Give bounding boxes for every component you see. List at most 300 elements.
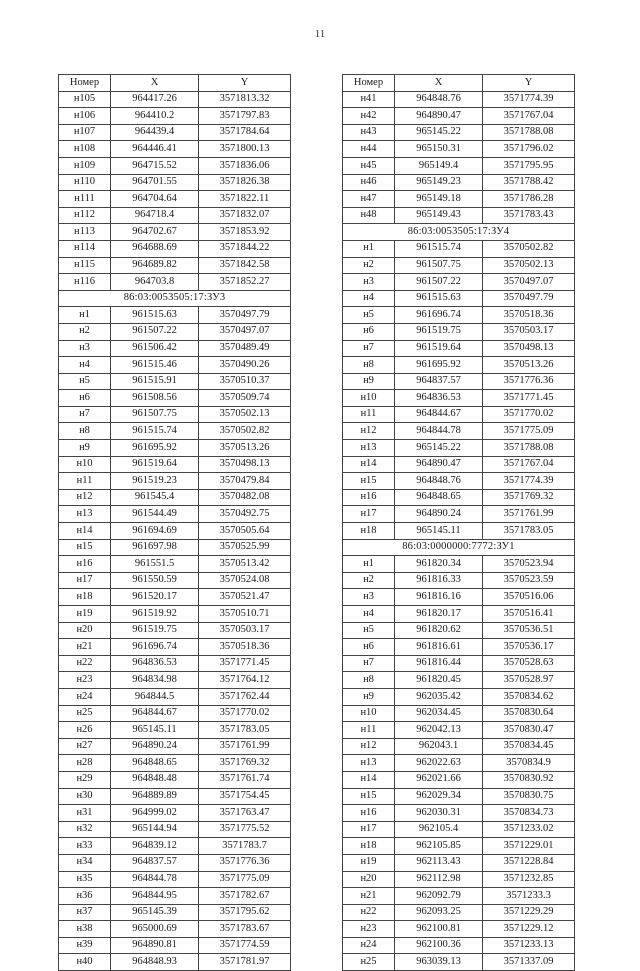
table-row — [59, 406, 291, 423]
x-coordinate: 965145.22 — [395, 440, 483, 457]
point-number: н5 — [343, 307, 395, 324]
table-row — [59, 722, 291, 739]
coordinates-table-right — [342, 74, 575, 971]
y-coordinate: 3570525.99 — [199, 539, 291, 556]
x-coordinate: 964715.52 — [111, 157, 199, 174]
point-number: н8 — [343, 357, 395, 374]
point-number: н112 — [59, 207, 111, 224]
table-row — [59, 672, 291, 689]
x-coordinate: 961816.33 — [395, 572, 483, 589]
table-row — [343, 954, 575, 971]
point-number: н47 — [343, 191, 395, 208]
x-coordinate: 961508.56 — [111, 390, 199, 407]
x-coordinate: 964890.81 — [111, 937, 199, 954]
table-row — [59, 805, 291, 822]
x-coordinate: 961694.69 — [111, 523, 199, 540]
y-coordinate: 3570502.13 — [199, 406, 291, 423]
point-number: н17 — [59, 572, 111, 589]
point-number: н106 — [59, 108, 111, 125]
y-coordinate: 3571788.42 — [483, 174, 575, 191]
x-coordinate: 964837.57 — [111, 854, 199, 871]
y-coordinate: 3571781.97 — [199, 954, 291, 971]
y-coordinate: 3570834.73 — [483, 805, 575, 822]
table-row — [59, 954, 291, 971]
y-coordinate: 3571771.45 — [483, 390, 575, 407]
table-row — [343, 207, 575, 224]
y-coordinate: 3570518.36 — [199, 639, 291, 656]
table-row — [343, 141, 575, 158]
point-number: н25 — [343, 954, 395, 971]
y-coordinate: 3571786.28 — [483, 191, 575, 208]
table-row — [59, 191, 291, 208]
table-row — [343, 274, 575, 291]
point-number: н48 — [343, 207, 395, 224]
x-coordinate: 965145.39 — [111, 904, 199, 921]
point-number: н6 — [59, 390, 111, 407]
table-row — [59, 771, 291, 788]
y-coordinate: 3571853.92 — [199, 224, 291, 241]
x-coordinate: 961515.46 — [111, 357, 199, 374]
y-coordinate: 3571826.38 — [199, 174, 291, 191]
y-coordinate: 3571800.13 — [199, 141, 291, 158]
column-header-number: Номер — [343, 75, 395, 92]
y-coordinate: 3570834.45 — [483, 738, 575, 755]
x-coordinate: 961515.63 — [395, 290, 483, 307]
table-row — [59, 655, 291, 672]
point-number: н17 — [343, 821, 395, 838]
y-coordinate: 3571761.74 — [199, 771, 291, 788]
point-number: н9 — [343, 688, 395, 705]
y-coordinate: 3571769.32 — [199, 755, 291, 772]
y-coordinate: 3571795.62 — [199, 904, 291, 921]
y-coordinate: 3571797.83 — [199, 108, 291, 125]
table-row — [59, 871, 291, 888]
table-row — [343, 688, 575, 705]
y-coordinate: 3570834.62 — [483, 688, 575, 705]
table-row — [343, 157, 575, 174]
y-coordinate: 3571776.36 — [199, 854, 291, 871]
x-coordinate: 964844.78 — [111, 871, 199, 888]
point-number: н10 — [343, 390, 395, 407]
point-number: н9 — [59, 440, 111, 457]
header-row — [59, 75, 291, 92]
point-number: н35 — [59, 871, 111, 888]
point-number: н7 — [59, 406, 111, 423]
y-coordinate: 3570834.9 — [483, 755, 575, 772]
y-coordinate: 3570513.42 — [199, 556, 291, 573]
x-coordinate: 964718.4 — [111, 207, 199, 224]
x-coordinate: 965145.22 — [395, 124, 483, 141]
x-coordinate: 961507.75 — [111, 406, 199, 423]
y-coordinate: 3571767.04 — [483, 456, 575, 473]
table-row — [59, 589, 291, 606]
y-coordinate: 3571233.02 — [483, 821, 575, 838]
x-coordinate: 961515.74 — [111, 423, 199, 440]
point-number: н21 — [59, 639, 111, 656]
x-coordinate: 961507.75 — [395, 257, 483, 274]
point-number: н37 — [59, 904, 111, 921]
x-coordinate: 965149.4 — [395, 157, 483, 174]
x-coordinate: 961507.22 — [395, 274, 483, 291]
y-coordinate: 3570502.82 — [483, 240, 575, 257]
x-coordinate: 962093.25 — [395, 904, 483, 921]
y-coordinate: 3571754.45 — [199, 788, 291, 805]
y-coordinate: 3571788.08 — [483, 440, 575, 457]
point-number: н5 — [59, 373, 111, 390]
point-number: н19 — [59, 606, 111, 623]
y-coordinate: 3571832.07 — [199, 207, 291, 224]
table-row — [59, 224, 291, 241]
x-coordinate: 964844.78 — [395, 423, 483, 440]
point-number: н23 — [59, 672, 111, 689]
point-number: н31 — [59, 805, 111, 822]
y-coordinate: 3571763.47 — [199, 805, 291, 822]
x-coordinate: 962021.66 — [395, 771, 483, 788]
point-number: н36 — [59, 888, 111, 905]
y-coordinate: 3571836.06 — [199, 157, 291, 174]
table-row — [59, 639, 291, 656]
x-coordinate: 965150.31 — [395, 141, 483, 158]
table-row — [59, 937, 291, 954]
table-row — [59, 921, 291, 938]
point-number: н24 — [343, 937, 395, 954]
section-title: 86:03:0053505:17:ЗУ4 — [343, 224, 575, 241]
y-coordinate: 3571770.02 — [199, 705, 291, 722]
y-coordinate: 3571769.32 — [483, 489, 575, 506]
y-coordinate: 3571767.04 — [483, 108, 575, 125]
point-number: н2 — [343, 257, 395, 274]
y-coordinate: 3570510.71 — [199, 606, 291, 623]
y-coordinate: 3571813.32 — [199, 91, 291, 108]
point-number: н114 — [59, 240, 111, 257]
y-coordinate: 3571844.22 — [199, 240, 291, 257]
table-row — [343, 639, 575, 656]
y-coordinate: 3570510.37 — [199, 373, 291, 390]
x-coordinate: 961820.62 — [395, 622, 483, 639]
table-row — [343, 805, 575, 822]
table-row — [59, 572, 291, 589]
x-coordinate: 964834.98 — [111, 672, 199, 689]
x-coordinate: 961519.75 — [395, 323, 483, 340]
point-number: н24 — [59, 688, 111, 705]
x-coordinate: 964848.65 — [395, 489, 483, 506]
x-coordinate: 961519.75 — [111, 622, 199, 639]
point-number: н10 — [343, 705, 395, 722]
point-number: н15 — [59, 539, 111, 556]
y-coordinate: 3571783.67 — [199, 921, 291, 938]
point-number: н39 — [59, 937, 111, 954]
table-row — [343, 838, 575, 855]
x-coordinate: 964836.53 — [395, 390, 483, 407]
x-coordinate: 962092.79 — [395, 888, 483, 905]
point-number: н14 — [59, 523, 111, 540]
x-coordinate: 964844.67 — [111, 705, 199, 722]
y-coordinate: 3570505.64 — [199, 523, 291, 540]
point-number: н15 — [343, 788, 395, 805]
x-coordinate: 961515.63 — [111, 307, 199, 324]
point-number: н11 — [343, 406, 395, 423]
x-coordinate: 961816.16 — [395, 589, 483, 606]
column-header-x: X — [111, 75, 199, 92]
y-coordinate: 3571783.05 — [199, 722, 291, 739]
point-number: н27 — [59, 738, 111, 755]
point-number: н18 — [59, 589, 111, 606]
table-row — [343, 622, 575, 639]
table-row — [343, 124, 575, 141]
table-row — [59, 854, 291, 871]
y-coordinate: 3571795.95 — [483, 157, 575, 174]
y-coordinate: 3570502.82 — [199, 423, 291, 440]
table-row — [59, 390, 291, 407]
table-row — [59, 340, 291, 357]
point-number: н12 — [343, 738, 395, 755]
x-coordinate: 961544.49 — [111, 506, 199, 523]
table-row — [343, 108, 575, 125]
x-coordinate: 965145.11 — [111, 722, 199, 739]
x-coordinate: 962022.63 — [395, 755, 483, 772]
y-coordinate: 3570497.07 — [483, 274, 575, 291]
x-coordinate: 962043.1 — [395, 738, 483, 755]
table-row — [59, 606, 291, 623]
y-coordinate: 3570479.84 — [199, 473, 291, 490]
table-row — [59, 423, 291, 440]
y-coordinate: 3571783.43 — [483, 207, 575, 224]
table-row — [59, 788, 291, 805]
point-number: н13 — [343, 755, 395, 772]
table-row — [59, 207, 291, 224]
x-coordinate: 961520.17 — [111, 589, 199, 606]
x-coordinate: 964848.48 — [111, 771, 199, 788]
y-coordinate: 3571337.09 — [483, 954, 575, 971]
y-coordinate: 3571233.13 — [483, 937, 575, 954]
y-coordinate: 3571775.09 — [199, 871, 291, 888]
point-number: н46 — [343, 174, 395, 191]
section-title: 86:03:0053505:17:ЗУ3 — [59, 290, 291, 307]
point-number: н6 — [343, 639, 395, 656]
y-coordinate: 3571761.99 — [199, 738, 291, 755]
x-coordinate: 965149.43 — [395, 207, 483, 224]
point-number: н18 — [343, 523, 395, 540]
table-row — [343, 606, 575, 623]
point-number: н8 — [59, 423, 111, 440]
y-coordinate: 3570509.74 — [199, 390, 291, 407]
point-number: н14 — [343, 771, 395, 788]
x-coordinate: 961515.74 — [395, 240, 483, 257]
point-number: н109 — [59, 157, 111, 174]
point-number: н20 — [59, 622, 111, 639]
point-number: н22 — [343, 904, 395, 921]
x-coordinate: 961820.34 — [395, 556, 483, 573]
x-coordinate: 965145.11 — [395, 523, 483, 540]
y-coordinate: 3571764.12 — [199, 672, 291, 689]
x-coordinate: 964890.47 — [395, 456, 483, 473]
x-coordinate: 964689.82 — [111, 257, 199, 274]
table-row — [343, 323, 575, 340]
x-coordinate: 964703.8 — [111, 274, 199, 291]
table-row — [343, 357, 575, 374]
y-coordinate: 3570518.36 — [483, 307, 575, 324]
x-coordinate: 962100.36 — [395, 937, 483, 954]
point-number: н5 — [343, 622, 395, 639]
y-coordinate: 3570830.92 — [483, 771, 575, 788]
y-coordinate: 3570516.06 — [483, 589, 575, 606]
x-coordinate: 961519.64 — [395, 340, 483, 357]
y-coordinate: 3571774.39 — [483, 473, 575, 490]
table-row — [343, 755, 575, 772]
table-row — [59, 108, 291, 125]
point-number: н13 — [343, 440, 395, 457]
y-coordinate: 3570502.13 — [483, 257, 575, 274]
table-row — [343, 290, 575, 307]
column-header-y: Y — [483, 75, 575, 92]
table-row — [59, 506, 291, 523]
table-row — [343, 705, 575, 722]
x-coordinate: 964704.64 — [111, 191, 199, 208]
table-row — [59, 141, 291, 158]
table-row — [59, 738, 291, 755]
table-row — [343, 340, 575, 357]
point-number: н25 — [59, 705, 111, 722]
table-row — [59, 157, 291, 174]
x-coordinate: 964844.5 — [111, 688, 199, 705]
point-number: н1 — [343, 556, 395, 573]
y-coordinate: 3571229.29 — [483, 904, 575, 921]
x-coordinate: 961506.42 — [111, 340, 199, 357]
x-coordinate: 962035.42 — [395, 688, 483, 705]
table-row — [343, 589, 575, 606]
table-row — [59, 257, 291, 274]
x-coordinate: 961507.22 — [111, 323, 199, 340]
table-row — [59, 240, 291, 257]
x-coordinate: 961551.5 — [111, 556, 199, 573]
table-row — [343, 307, 575, 324]
point-number: н34 — [59, 854, 111, 871]
section-row — [343, 224, 575, 241]
point-number: н1 — [59, 307, 111, 324]
point-number: н9 — [343, 373, 395, 390]
x-coordinate: 964890.24 — [111, 738, 199, 755]
y-coordinate: 3570830.64 — [483, 705, 575, 722]
y-coordinate: 3570498.13 — [199, 456, 291, 473]
x-coordinate: 964439.4 — [111, 124, 199, 141]
table-row — [343, 888, 575, 905]
x-coordinate: 962030.31 — [395, 805, 483, 822]
table-row — [59, 556, 291, 573]
table-row — [59, 523, 291, 540]
y-coordinate: 3571788.08 — [483, 124, 575, 141]
x-coordinate: 962112.98 — [395, 871, 483, 888]
point-number: н30 — [59, 788, 111, 805]
y-coordinate: 3570503.17 — [483, 323, 575, 340]
point-number: н2 — [343, 572, 395, 589]
table-row — [343, 257, 575, 274]
y-coordinate: 3570497.07 — [199, 323, 291, 340]
table-row — [59, 456, 291, 473]
y-coordinate: 3570536.51 — [483, 622, 575, 639]
table-row — [343, 655, 575, 672]
x-coordinate: 961519.92 — [111, 606, 199, 623]
y-coordinate: 3570497.79 — [483, 290, 575, 307]
point-number: н44 — [343, 141, 395, 158]
point-number: н15 — [343, 473, 395, 490]
x-coordinate: 964848.76 — [395, 473, 483, 490]
point-number: н19 — [343, 854, 395, 871]
point-number: н110 — [59, 174, 111, 191]
x-coordinate: 964837.57 — [395, 373, 483, 390]
table-row — [343, 937, 575, 954]
x-coordinate: 964688.69 — [111, 240, 199, 257]
table-row — [59, 473, 291, 490]
y-coordinate: 3571770.02 — [483, 406, 575, 423]
y-coordinate: 3571783.05 — [483, 523, 575, 540]
table-row — [343, 174, 575, 191]
point-number: н23 — [343, 921, 395, 938]
header-row — [343, 75, 575, 92]
point-number: н108 — [59, 141, 111, 158]
table-row — [343, 489, 575, 506]
y-coordinate: 3570524.08 — [199, 572, 291, 589]
point-number: н41 — [343, 91, 395, 108]
y-coordinate: 3570513.26 — [483, 357, 575, 374]
point-number: н16 — [343, 489, 395, 506]
y-coordinate: 3571852.27 — [199, 274, 291, 291]
table-row — [59, 705, 291, 722]
table-row — [59, 622, 291, 639]
y-coordinate: 3570523.94 — [483, 556, 575, 573]
x-coordinate: 961697.98 — [111, 539, 199, 556]
point-number: н10 — [59, 456, 111, 473]
point-number: н11 — [343, 722, 395, 739]
point-number: н42 — [343, 108, 395, 125]
table-row — [343, 921, 575, 938]
y-coordinate: 3570489.49 — [199, 340, 291, 357]
x-coordinate: 965000.69 — [111, 921, 199, 938]
y-coordinate: 3571796.02 — [483, 141, 575, 158]
table-row — [59, 539, 291, 556]
table-row — [343, 91, 575, 108]
point-number: н3 — [59, 340, 111, 357]
point-number: н107 — [59, 124, 111, 141]
x-coordinate: 962042.13 — [395, 722, 483, 739]
x-coordinate: 961696.74 — [111, 639, 199, 656]
column-header-x: X — [395, 75, 483, 92]
y-coordinate: 3571775.52 — [199, 821, 291, 838]
point-number: н3 — [343, 589, 395, 606]
x-coordinate: 961545.4 — [111, 489, 199, 506]
y-coordinate: 3570528.97 — [483, 672, 575, 689]
y-coordinate: 3570482.08 — [199, 489, 291, 506]
x-coordinate: 965149.23 — [395, 174, 483, 191]
x-coordinate: 964702.67 — [111, 224, 199, 241]
table-row — [59, 174, 291, 191]
point-number: н4 — [59, 357, 111, 374]
x-coordinate: 961695.92 — [111, 440, 199, 457]
table-row — [59, 373, 291, 390]
x-coordinate: 964446.41 — [111, 141, 199, 158]
y-coordinate: 3570523.59 — [483, 572, 575, 589]
point-number: н7 — [343, 655, 395, 672]
table-row — [59, 323, 291, 340]
y-coordinate: 3570513.26 — [199, 440, 291, 457]
point-number: н43 — [343, 124, 395, 141]
y-coordinate: 3571822.11 — [199, 191, 291, 208]
point-number: н4 — [343, 290, 395, 307]
point-number: н3 — [343, 274, 395, 291]
table-row — [343, 722, 575, 739]
y-coordinate: 3570830.47 — [483, 722, 575, 739]
point-number: н6 — [343, 323, 395, 340]
y-coordinate: 3571229.01 — [483, 838, 575, 855]
